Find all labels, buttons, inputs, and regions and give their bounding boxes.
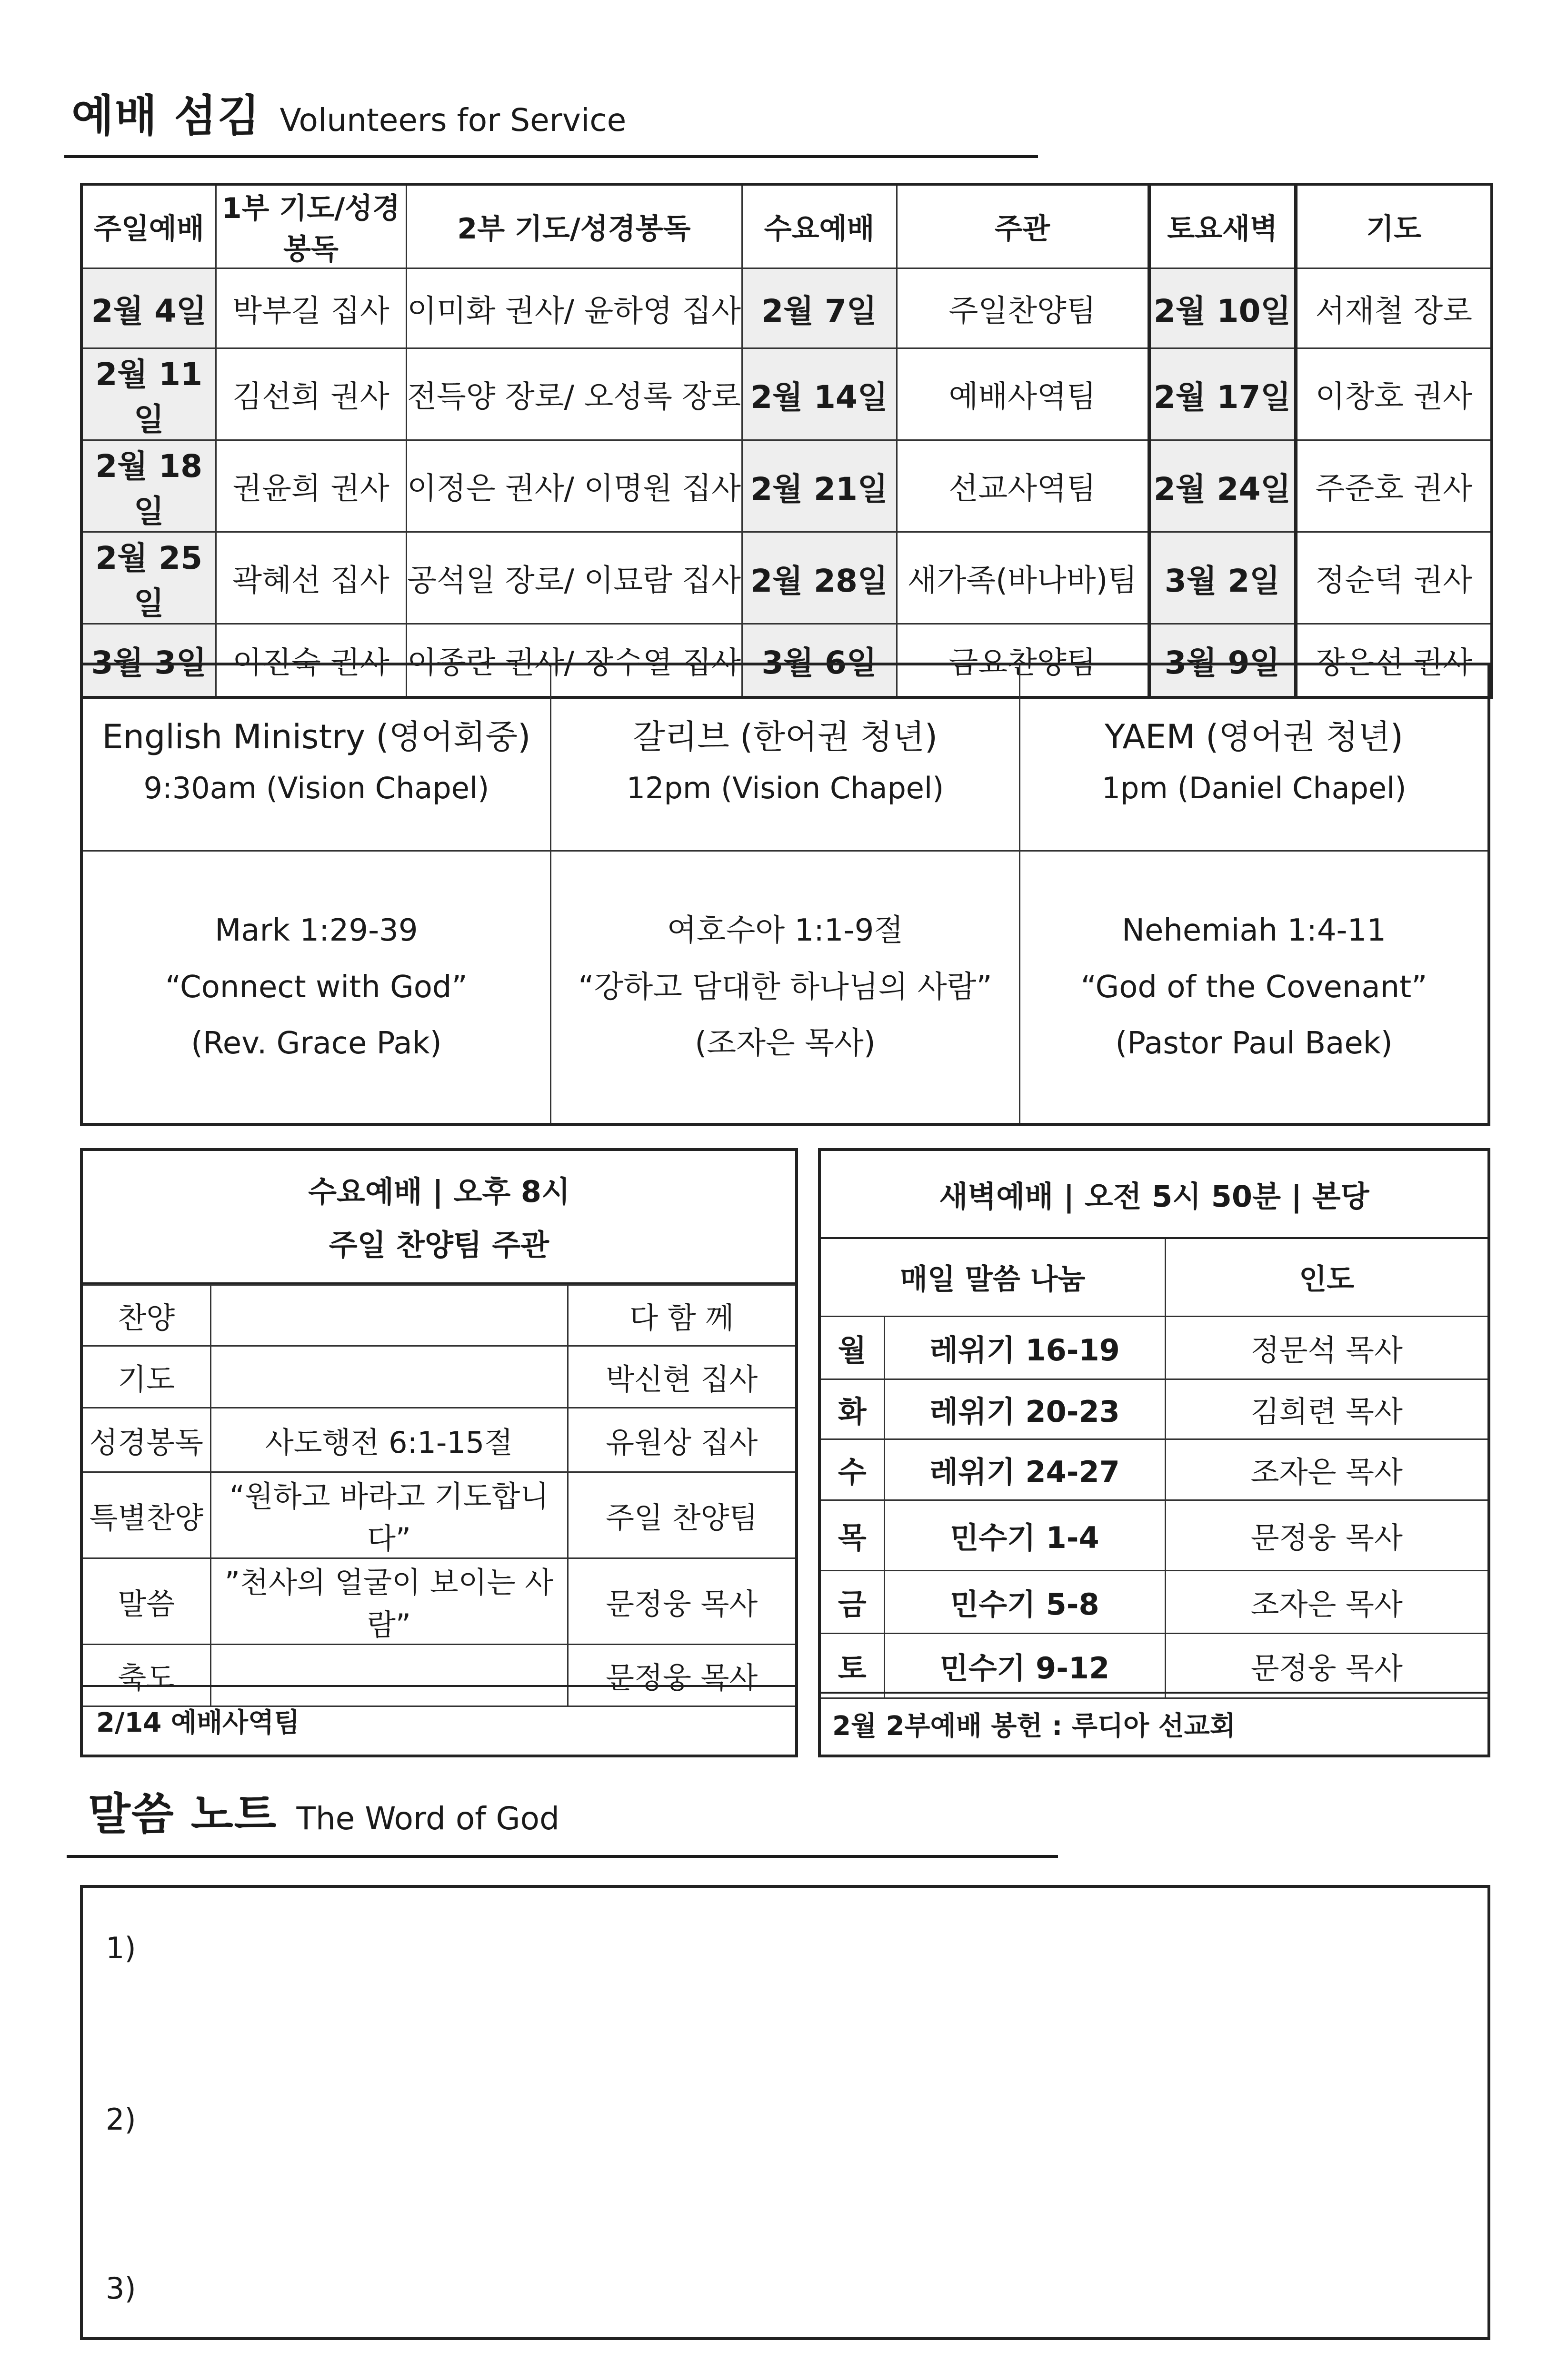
order-content: “원하고 바라고 기도합니다” [210, 1472, 568, 1558]
sermon-cell-galeb [550, 851, 1019, 1124]
sermon-cell-english [81, 851, 550, 1124]
note-item: 3) [106, 2271, 136, 2306]
saturday-date: 3월 2일 [1149, 532, 1296, 624]
sermon-title: “강하고 담대한 하나님의 사람” [578, 969, 992, 1005]
table-row [821, 1439, 1487, 1500]
wednesday-date: 2월 28일 [742, 532, 897, 624]
host-team: 선교사역팀 [897, 440, 1149, 532]
ministry-cell-galeb [550, 664, 1019, 851]
dawn-reading: 민수기 5-8 [884, 1570, 1165, 1633]
order-content: 사도행전 6:1-15절 [210, 1408, 568, 1472]
host-team: 금요찬양팀 [897, 624, 1149, 697]
saturday-date: 2월 10일 [1149, 268, 1296, 348]
table-row [81, 268, 1492, 348]
dawn-title: 새벽예배 | 오전 5시 50분 | 본당 [821, 1151, 1487, 1239]
header-wednesday: 수요예배 [742, 184, 897, 268]
ministry-name: English Ministry (영어회중) [102, 717, 531, 756]
order-label: 특별찬양 [83, 1472, 210, 1558]
dawn-leader: 조자은 목사 [1165, 1570, 1487, 1633]
table-row [821, 1570, 1487, 1633]
first-service-volunteer: 김선희 권사 [216, 348, 406, 440]
wednesday-service-box [80, 1148, 798, 1757]
order-person: 유원상 집사 [568, 1408, 795, 1472]
saturday-date: 2월 24일 [1149, 440, 1296, 532]
table-row [821, 1500, 1487, 1570]
dawn-leader: 문정웅 목사 [1165, 1500, 1487, 1570]
prayer-volunteer: 주준호 권사 [1296, 440, 1492, 532]
order-person: 박신현 집사 [568, 1346, 795, 1408]
table-row [83, 1285, 795, 1346]
sermon-preacher: (Pastor Paul Baek) [1115, 1025, 1393, 1061]
sunday-date: 2월 4일 [81, 268, 216, 348]
saturday-date: 3월 9일 [1149, 624, 1296, 697]
note-item: 2) [106, 2102, 136, 2137]
table-header-row [81, 184, 1492, 268]
dawn-reading: 레위기 20-23 [884, 1379, 1165, 1439]
dawn-service-box [818, 1148, 1490, 1757]
sermon-scripture: Mark 1:29-39 [215, 913, 418, 949]
volunteers-heading [71, 81, 626, 144]
dawn-leader: 조자은 목사 [1165, 1439, 1487, 1500]
dawn-reading: 민수기 1-4 [884, 1500, 1165, 1570]
notes-title-en: The Word of God [296, 1800, 559, 1837]
ministry-cell-yaem [1020, 664, 1489, 851]
dawn-col-reading: 매일 말씀 나눔 [821, 1239, 1165, 1316]
sermon-preacher: (Rev. Grace Pak) [191, 1025, 442, 1061]
dawn-leader: 정문석 목사 [1165, 1316, 1487, 1379]
sunday-date: 2월 25일 [81, 532, 216, 624]
second-service-volunteers: 이미화 권사/ 윤하영 집사 [406, 268, 742, 348]
table-row [83, 1472, 795, 1558]
first-service-volunteer: 이진숙 권사 [216, 624, 406, 697]
first-service-volunteer: 박부길 집사 [216, 268, 406, 348]
dawn-reading-table [821, 1239, 1487, 1699]
sermon-cell-yaem [1020, 851, 1489, 1124]
header-prayer: 기도 [1296, 184, 1492, 268]
sermon-preacher: (조자은 목사) [695, 1025, 876, 1061]
wednesday-date: 3월 6일 [742, 624, 897, 697]
second-service-volunteers: 공석일 장로/ 이묘람 집사 [406, 532, 742, 624]
wednesday-header [83, 1151, 795, 1284]
volunteers-table [80, 183, 1493, 699]
volunteers-title-en: Volunteers for Service [279, 102, 627, 139]
order-label: 기도 [83, 1346, 210, 1408]
host-team: 주일찬양팀 [897, 268, 1149, 348]
table-row [83, 1408, 795, 1472]
prayer-volunteer: 정순덕 권사 [1296, 532, 1492, 624]
order-label: 말씀 [83, 1558, 210, 1645]
table-row [83, 1346, 795, 1408]
ministry-time: 12pm (Vision Chapel) [626, 770, 944, 805]
dawn-leader: 문정웅 목사 [1165, 1633, 1487, 1698]
dawn-day: 목 [821, 1500, 884, 1570]
dawn-day: 토 [821, 1633, 884, 1698]
wednesday-footer: 2/14 예배사역팀 [83, 1685, 795, 1755]
table-row [81, 440, 1492, 532]
volunteers-title-ko: 예배 섬김 [71, 90, 261, 141]
prayer-volunteer: 이창호 권사 [1296, 348, 1492, 440]
first-service-volunteer: 곽혜선 집사 [216, 532, 406, 624]
notes-heading [88, 1779, 559, 1842]
second-service-volunteers: 전득양 장로/ 오성록 장로 [406, 348, 742, 440]
dawn-footer: 2월 2부예배 봉헌 : 루디아 선교회 [821, 1692, 1487, 1755]
prayer-volunteer: 서재철 장로 [1296, 268, 1492, 348]
ministry-sermon-row [81, 851, 1489, 1124]
ministry-header-row [81, 664, 1489, 851]
dawn-day: 금 [821, 1570, 884, 1633]
sunday-date: 3월 3일 [81, 624, 216, 697]
notes-divider [67, 1855, 1058, 1858]
wednesday-subtitle: 주일 찬양팀 주관 [329, 1228, 549, 1262]
host-team: 새가족(바나바)팀 [897, 532, 1149, 624]
wednesday-order-table [83, 1284, 795, 1707]
notes-title-ko: 말씀 노트 [88, 1789, 278, 1840]
notes-box[interactable] [80, 1885, 1490, 2340]
sunday-date: 2월 18일 [81, 440, 216, 532]
sermon-scripture: Nehemiah 1:4-11 [1122, 913, 1387, 949]
sunday-date: 2월 11일 [81, 348, 216, 440]
ministry-cell-english [81, 664, 550, 851]
table-row [83, 1558, 795, 1645]
ministry-name: YAEM (영어권 청년) [1105, 717, 1404, 756]
order-content [210, 1285, 568, 1346]
header-second-service: 2부 기도/성경봉독 [406, 184, 742, 268]
header-first-service: 1부 기도/성경봉독 [216, 184, 406, 268]
sermon-title: “God of the Covenant” [1080, 969, 1427, 1005]
host-team: 예배사역팀 [897, 348, 1149, 440]
order-label: 축도 [83, 1645, 210, 1706]
ministry-table [80, 663, 1490, 1126]
header-sunday: 주일예배 [81, 184, 216, 268]
table-row [81, 348, 1492, 440]
dawn-reading: 민수기 9-12 [884, 1633, 1165, 1698]
saturday-date: 2월 17일 [1149, 348, 1296, 440]
wednesday-title: 수요예배 | 오후 8시 [308, 1174, 570, 1209]
dawn-col-leader: 인도 [1165, 1239, 1487, 1316]
dawn-leader: 김희련 목사 [1165, 1379, 1487, 1439]
dawn-day: 월 [821, 1316, 884, 1379]
wednesday-date: 2월 21일 [742, 440, 897, 532]
dawn-header-row [821, 1239, 1487, 1316]
volunteers-divider [64, 155, 1038, 158]
order-content [210, 1346, 568, 1408]
order-content: ”천사의 얼굴이 보이는 사람” [210, 1558, 568, 1645]
note-item: 1) [106, 1931, 136, 1965]
order-person: 문정웅 목사 [568, 1558, 795, 1645]
ministry-name: 갈리브 (한어권 청년) [632, 717, 938, 756]
table-row [821, 1379, 1487, 1439]
ministry-time: 1pm (Daniel Chapel) [1101, 770, 1407, 805]
first-service-volunteer: 권윤희 권사 [216, 440, 406, 532]
dawn-reading: 레위기 16-19 [884, 1316, 1165, 1379]
header-host: 주관 [897, 184, 1149, 268]
table-row [821, 1633, 1487, 1698]
order-label: 찬양 [83, 1285, 210, 1346]
wednesday-date: 2월 14일 [742, 348, 897, 440]
table-row [81, 532, 1492, 624]
header-saturday: 토요새벽 [1149, 184, 1296, 268]
prayer-volunteer: 장은선 권사 [1296, 624, 1492, 697]
second-service-volunteers: 이종란 권사/ 장수열 집사 [406, 624, 742, 697]
sermon-title: “Connect with God” [165, 969, 468, 1005]
order-person: 문정웅 목사 [568, 1645, 795, 1706]
dawn-day: 수 [821, 1439, 884, 1500]
order-person: 다 함 께 [568, 1285, 795, 1346]
sermon-scripture: 여호수아 1:1-9절 [667, 913, 904, 949]
dawn-day: 화 [821, 1379, 884, 1439]
wednesday-date: 2월 7일 [742, 268, 897, 348]
order-person: 주일 찬양팀 [568, 1472, 795, 1558]
ministry-time: 9:30am (Vision Chapel) [143, 770, 489, 805]
order-label: 성경봉독 [83, 1408, 210, 1472]
table-row [821, 1316, 1487, 1379]
second-service-volunteers: 이정은 권사/ 이명원 집사 [406, 440, 742, 532]
dawn-reading: 레위기 24-27 [884, 1439, 1165, 1500]
